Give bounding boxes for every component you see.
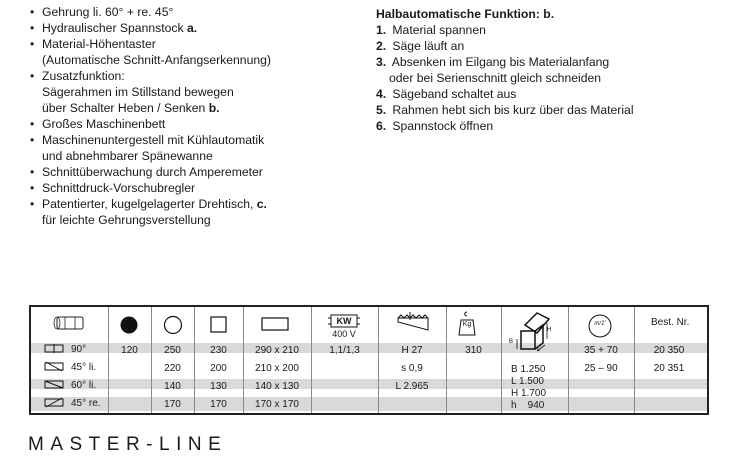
step-text: Material spannen [392, 23, 486, 37]
cell-speed: 25 – 90 [584, 363, 618, 374]
dimension-label-h: H [547, 327, 552, 333]
order-number-header: Best. Nr. [651, 317, 690, 328]
cell-order-number: 20 351 [653, 363, 685, 374]
feature-text: Schnittdruck-Vorschubregler [42, 181, 196, 195]
cut-angle-45-right-icon [43, 398, 65, 407]
cell-round-hollow: 140 [164, 381, 181, 392]
speed-unit-label: m/1' [594, 321, 606, 327]
function-title: Halbautomatische Funktion: b. [376, 7, 555, 21]
feature-text: Zusatzfunktion: [42, 69, 125, 83]
step-number: 3. [376, 55, 387, 69]
cell-rect: 210 x 200 [255, 363, 299, 374]
step-text: Säge läuft an [392, 39, 465, 53]
cell-blade: H 27 [401, 345, 423, 356]
cell-order-number: 20 350 [653, 345, 685, 356]
weight-label: Kg [462, 321, 472, 328]
column-divider [568, 307, 569, 413]
saw-blade-icon [396, 312, 430, 336]
dimension-label-l: L [537, 347, 541, 353]
cut-angle-45-left-icon [43, 362, 65, 371]
cut-angle-label: 45° li. [71, 362, 97, 373]
cut-angle-90-icon [43, 344, 65, 353]
round-solid-icon [119, 315, 139, 335]
feature-continuation: für leichte Gehrungsverstellung [42, 213, 211, 227]
column-divider [446, 307, 447, 413]
column-divider [501, 307, 502, 413]
cell-rect: 170 x 170 [255, 399, 299, 410]
cut-angle-60-left-icon [43, 380, 65, 389]
feature-item [30, 4, 340, 20]
material-bar-icon [53, 315, 87, 331]
function-block [376, 6, 726, 134]
cell-round-hollow: 170 [164, 399, 181, 410]
feature-item [30, 36, 340, 68]
feature-item [30, 68, 340, 116]
function-step [376, 102, 726, 118]
bullet: • [30, 197, 35, 211]
step-text: Spannstock öffnen [392, 119, 494, 133]
column-divider [194, 307, 195, 413]
feature-item [30, 180, 340, 196]
figure-reference: b. [208, 101, 220, 115]
step-text: Absenken im Eilgang bis Materialanfang [391, 55, 610, 69]
feature-item [30, 164, 340, 180]
feature-continuation: und abnehmbarer Spänewanne [42, 149, 213, 163]
column-divider [151, 307, 152, 413]
cell-round: 120 [121, 345, 138, 356]
bullet: • [30, 181, 35, 195]
figure-reference: b. [543, 7, 555, 21]
feature-item [30, 20, 340, 36]
bullet: • [30, 21, 35, 35]
feature-continuation: über Schalter Heben / Senken b. [42, 101, 220, 115]
figure-reference: c. [256, 197, 267, 211]
feature-text: Material-Höhentaster [42, 37, 156, 51]
bullet: • [30, 5, 35, 19]
feature-item [30, 196, 340, 228]
step-number: 1. [376, 23, 387, 37]
cell-round-hollow: 220 [164, 363, 181, 374]
row-shade [31, 379, 707, 389]
cell-square: 130 [210, 381, 227, 392]
step-text: Sägeband schaltet aus [392, 87, 517, 101]
cell-blade: s 0,9 [401, 363, 423, 374]
feature-text: Gehrung li. 60° + re. 45° [42, 5, 174, 19]
function-step [376, 22, 726, 38]
dimension-working-height: h 940 [511, 400, 545, 411]
feature-text: Hydraulischer Spannstock [42, 21, 184, 35]
kw-label: KW [336, 316, 352, 326]
feature-continuation: (Automatische Schnitt-Anfangserkennung) [42, 53, 271, 67]
cut-angle-label: 60° li. [71, 380, 97, 391]
feature-text: Maschinenuntergestell mit Kühlautomatik [42, 133, 265, 147]
function-step [376, 54, 726, 86]
step-text: Rahmen hebt sich bis kurz über das Material [392, 103, 634, 117]
cell-weight: 310 [465, 345, 482, 356]
feature-item [30, 116, 340, 132]
bullet: • [30, 165, 35, 179]
function-step [376, 86, 726, 102]
column-divider [108, 307, 109, 413]
cell-square: 230 [210, 345, 227, 356]
cell-square: 200 [210, 363, 227, 374]
column-divider [378, 307, 379, 413]
round-hollow-icon [163, 315, 183, 335]
feature-list [30, 4, 340, 228]
column-divider [243, 307, 244, 413]
column-divider [311, 307, 312, 413]
bullet: • [30, 133, 35, 147]
product-line-title: MASTER-LINE [28, 434, 228, 455]
cut-angle-label: 90° [71, 344, 87, 355]
dimension-width: B 1.250 [511, 364, 546, 375]
cell-rect: 290 x 210 [255, 345, 299, 356]
cell-kw: 1,1/1,3 [329, 345, 360, 356]
dimension-height: H 1.700 [511, 388, 547, 399]
step-number: 2. [376, 39, 387, 53]
cell-speed: 35 + 70 [584, 345, 618, 356]
cut-angle-label: 45° re. [71, 398, 101, 409]
rectangle-profile-icon [261, 316, 291, 332]
bullet: • [30, 37, 35, 51]
bullet: • [30, 117, 35, 131]
function-step [376, 38, 726, 54]
feature-text: Patentierter, kugelgelagerter Drehtisch, [42, 197, 254, 211]
square-profile-icon [209, 315, 229, 335]
dimension-label-b: B [509, 339, 514, 345]
function-step [376, 118, 726, 134]
feature-continuation: Sägerahmen im Stillstand bewegen [42, 85, 234, 99]
feature-item [30, 132, 340, 164]
dimension-length: L 1.500 [511, 376, 544, 387]
cell-blade: L 2.965 [395, 381, 429, 392]
cell-rect: 140 x 130 [255, 381, 299, 392]
column-divider [634, 307, 635, 413]
figure-reference: a. [186, 21, 198, 35]
bullet: • [30, 69, 35, 83]
cell-round-hollow: 250 [164, 345, 181, 356]
cell-square: 170 [210, 399, 227, 410]
feature-text: Großes Maschinenbett [42, 117, 166, 131]
row-shade [31, 397, 707, 411]
step-continuation: oder bei Serienschnitt gleich schneiden [389, 71, 602, 85]
step-number: 4. [376, 87, 387, 101]
feature-text: Schnittüberwachung durch Amperemeter [42, 165, 263, 179]
spec-table [29, 305, 709, 415]
step-number: 5. [376, 103, 387, 117]
step-number: 6. [376, 119, 387, 133]
voltage-label: 400 V [332, 329, 356, 339]
